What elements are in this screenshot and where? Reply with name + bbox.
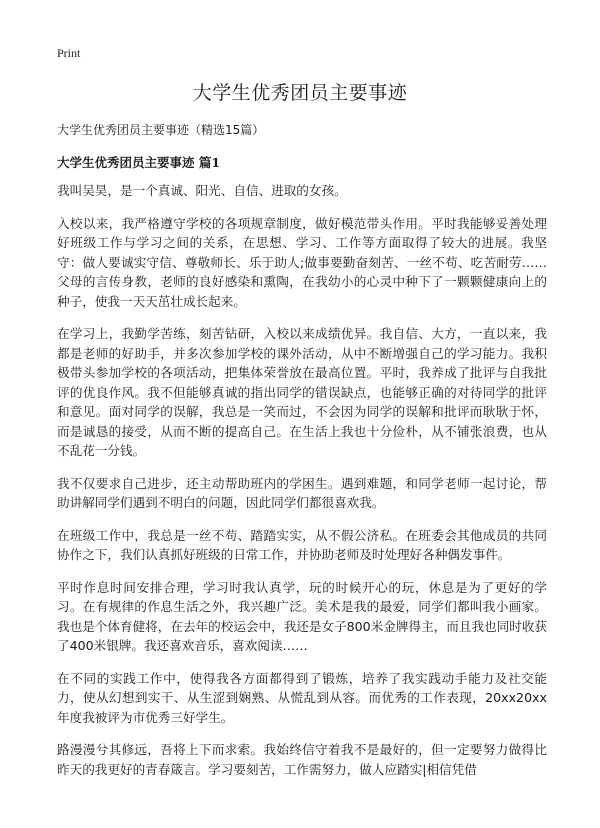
- paragraph-8: 路漫漫兮其修远，吾将上下而求索。我始终信守着我不是最好的，但一定要努力做得比昨天的我更好的青春箴言。学习要刻苦，工作需努力，做人应踏实|相信凭借: [57, 742, 547, 777]
- paragraph-5: 在班级工作中，我总是一丝不苟、踏踏实实，从不假公济私。在班委会其他成员的共同协作之下，我们认真抓好班级的日常工作，并协助老师及时处理好各种偶发事件。: [57, 527, 547, 562]
- document-subtitle: 大学生优秀团员主要事迹（精选15篇）: [57, 123, 265, 137]
- paragraph-2: 入校以来，我严格遵守学校的各项规章制度，做好模范带头作用。平时我能够妥善处理好班级工作与学习之间的关系，在思想、学习、工作等方面取得了较大的进展。我坚守：做人要诚实守信、尊敬师长、乐于助人;做事要勤奋刻苦、一丝不苟、吃苦耐劳……父母的言传身教，老师的良好感染和熏陶，在我幼小的心灵中种下了一颗颗健康向上的种子，使我一天天茁壮成长起来。: [57, 215, 547, 309]
- print-link[interactable]: Print: [57, 46, 81, 60]
- paragraph-3: 在学习上，我勤学苦练，刻苦钻研，入校以来成绩优异。我自信、大方，一直以来，我都是老师的好助手，并多次参加学校的课外活动，从中不断增强自己的学习能力。我积极带头参加学校的各项活动，把集体荣誉放在最高位置。平时，我养成了批评与自我批评的优良作风。我不但能够真诚的指出同学的错误缺点，也能够正确的对待同学的批评和意见。面对同学的误解，我总是一笑而过，不会因为同学的误解和批评而耿耿于怀，而是诚恳的接受，从而不断的提高自己。在生活上我也十分俭朴，从不铺张浪费，也从不乱花一分钱。: [57, 326, 547, 458]
- paragraph-7: 在不同的实践工作中，使得我各方面都得到了锻炼，培养了我实践动手能力及社交能力，使从幻想到实干、从生涩到娴熟、从慌乱到从容。而优秀的工作表现，20xx20xx年度我被评为市优秀三好学生。: [57, 670, 547, 725]
- paragraph-4: 我不仅要求自己进步，还主动帮助班内的学困生。遇到难题，和同学老师一起讨论，帮助讲解同学们遇到不明白的问题，因此同学们都很喜欢我。: [57, 475, 547, 510]
- paragraph-6: 平时作息时间安排合理，学习时我认真学，玩的时候开心的玩，休息是为了更好的学习。在有规律的作息生活之外，我兴趣广泛。美术是我的最爱，同学们都叫我小画家。我也是个体育健将，在去年的校运会中，我还是女子800米金牌得主，而且我也同时收获了400米银牌。我还喜欢音乐，喜欢阅读……: [57, 579, 548, 653]
- article-body: [57, 181, 547, 792]
- document-title: 大学生优秀团员主要事迹: [192, 82, 408, 104]
- section-heading: 大学生优秀团员主要事迹 篇1: [57, 155, 221, 170]
- paragraph-1: 我叫吴昊，是一个真诚、阳光、自信、进取的女孩。: [57, 183, 347, 198]
